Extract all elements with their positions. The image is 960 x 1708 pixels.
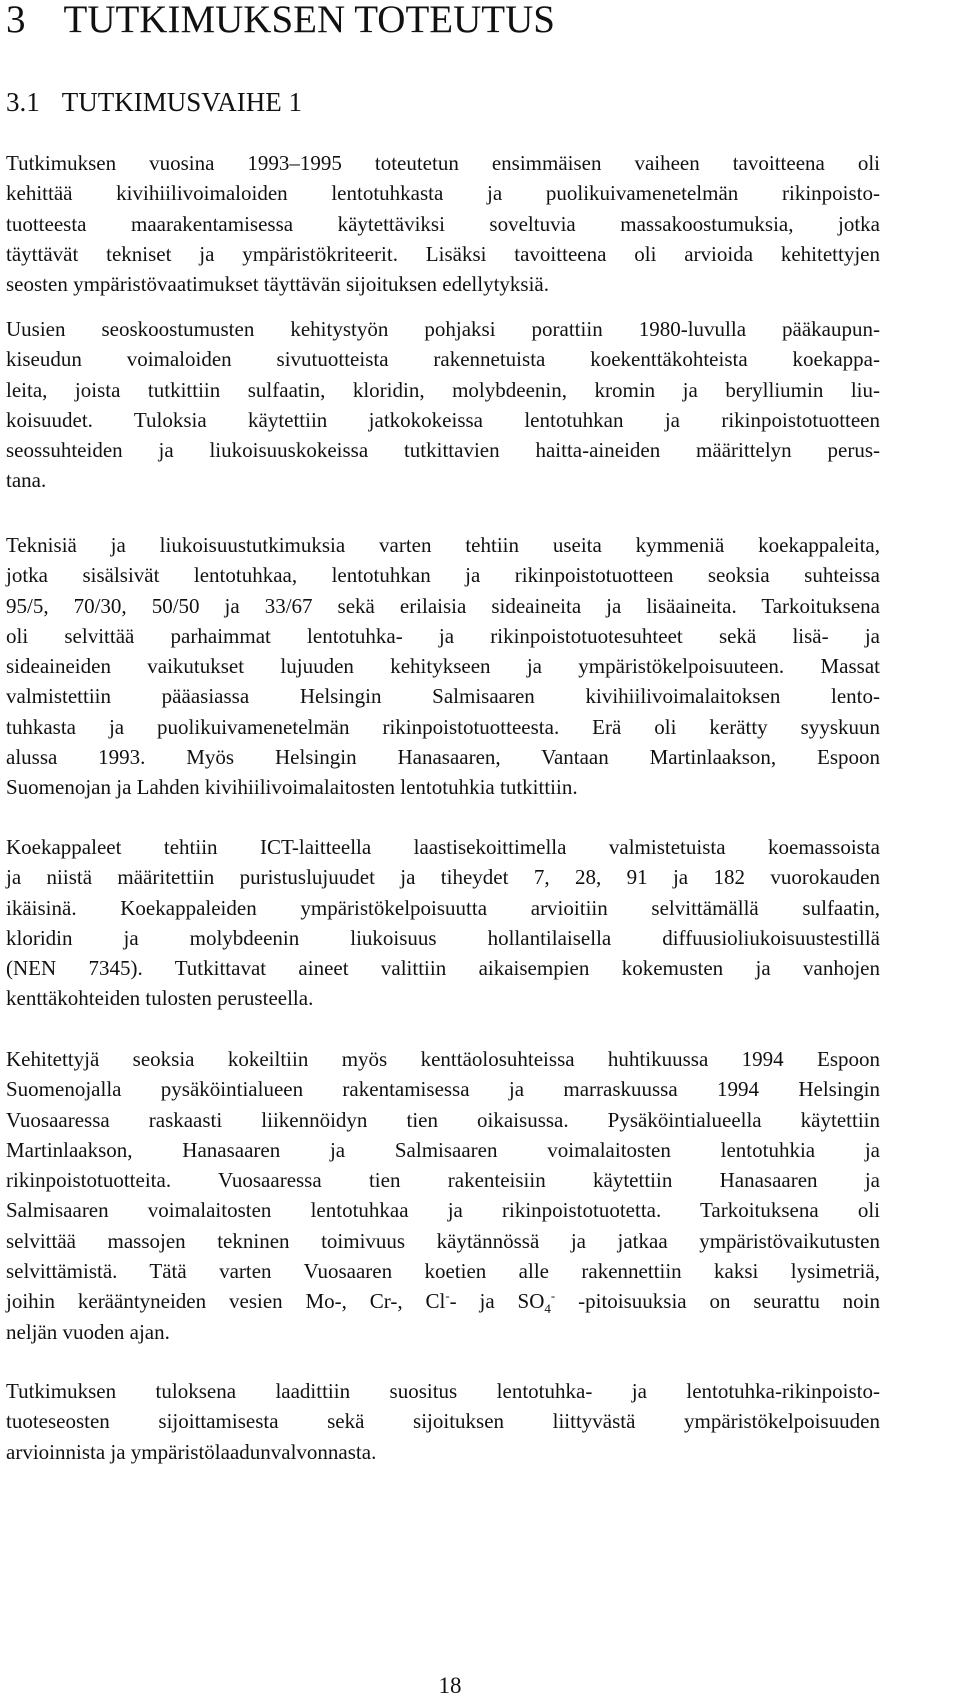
text-line: seosten ympäristövaatimukset täyttävän sijoituksen edellytyksiä. — [6, 272, 549, 297]
formula-text: joihin kerääntyneiden vesien Mo-, Cr-, Cl — [6, 1289, 446, 1314]
text-line: tuoteseosten sijoittamisesta sekä sijoituksen liittyvästä ympäristökelpoisuuden — [6, 1409, 880, 1434]
text-line: täyttävät tekniset ja ympäristökriteerit. Lisäksi tavoitteena oli arvioida kehitettyjen — [6, 241, 880, 266]
text-line: Tutkimuksen tuloksena laadittiin suositus lentotuhka- ja lentotuhka-rikinpoisto- — [6, 1379, 880, 1403]
text-line: Vuosaaressa raskaasti liikennöidyn tien oikaisussa. Pysäköintialueella käytettiin — [6, 1107, 880, 1132]
section-heading — [6, 86, 302, 118]
chapter-number: 3 — [6, 0, 26, 41]
section-title: TUTKIMUSVAIHE 1 — [61, 87, 302, 117]
text-line: (NEN 7345). Tutkittavat aineet valittiin aikaisempien kokemusten ja vanhojen — [6, 956, 880, 981]
page-number: 18 — [438, 1673, 462, 1698]
text-line: ja niistä määritettiin puristuslujuudet ja tiheydet 7, 28, 91 ja 182 vuorokauden — [6, 865, 880, 890]
text-line: leita, joista tutkittiin sulfaatin, kloridin, molybdeenin, kromin ja berylliumin liu- — [6, 377, 880, 402]
chapter-title: TUTKIMUKSEN TOTEUTUS — [63, 0, 555, 41]
chapter-heading — [6, 0, 555, 40]
text-line: selvittämistä. Tätä varten Vuosaaren koetien alle rakennettiin kaksi lysimetriä, — [6, 1259, 880, 1284]
paragraph-6 — [6, 1376, 880, 1467]
superscript-minus: - — [445, 1288, 450, 1304]
paragraph-1 — [6, 148, 880, 299]
text-line: valmistettiin pääasiassa Helsingin Salmisaaren kivihiilivoimalaitoksen lento- — [6, 684, 880, 709]
formula-text: -pitoisuuksia on seurattu noin — [555, 1289, 881, 1314]
section-number: 3.1 — [6, 87, 40, 117]
text-line: tuotteesta maarakentamisessa käytettäviksi soveltuvia massakoostumuksia, jotka — [6, 211, 880, 236]
text-line: 95/5, 70/30, 50/50 ja 33/67 sekä erilaisia sideaineita ja lisäaineita. Tarkoituksena — [6, 593, 880, 618]
text-line: Salmisaaren voimalaitosten lentotuhkaa ja rikinpoistotuotetta. Tarkoituksena oli — [6, 1198, 880, 1223]
text-line: alussa 1993. Myös Helsingin Hanasaaren, Vantaan Martinlaakson, Espoon — [6, 745, 880, 770]
superscript-minus: - — [550, 1288, 556, 1304]
text-line: Uusien seoskoostumusten kehitystyön pohjaksi porattiin 1980-luvulla pääkaupun- — [6, 317, 880, 341]
text-line: oli selvittää parhaimmat lentotuhka- ja rikinpoistotuotesuhteet sekä lisä- ja — [6, 623, 880, 648]
formula-text: - ja SO — [449, 1289, 545, 1314]
text-line: Tutkimuksen vuosina 1993–1995 toteutetun ensimmäisen vaiheen tavoitteena oli — [6, 151, 880, 175]
text-line: selvittää massojen tekninen toimivuus käytännössä ja jatkaa ympäristövaikutusten — [6, 1228, 880, 1253]
paragraph-3 — [6, 530, 880, 803]
text-line: Martinlaakson, Hanasaaren ja Salmisaaren voimalaitosten lentotuhkia ja — [6, 1137, 880, 1162]
text-line: sideaineiden vaikutukset lujuuden kehitykseen ja ympäristökelpoisuuteen. Massat — [6, 654, 880, 679]
text-line: arvioinnista ja ympäristölaadunvalvonnasta. — [6, 1439, 377, 1464]
text-line: Teknisiä ja liukoisuustutkimuksia varten tehtiin useita kymmeniä koekappaleita, — [6, 533, 880, 557]
text-line: Koekappaleet tehtiin ICT-laitteella laastisekoittimella valmistetuista koemassoista — [6, 835, 880, 859]
text-line: Suomenojalla pysäköintialueen rakentamisessa ja marraskuussa 1994 Helsingin — [6, 1077, 880, 1102]
text-line: jotka sisälsivät lentotuhkaa, lentotuhkan ja rikinpoistotuotteen seoksia suhteissa — [6, 563, 880, 588]
paragraph-2 — [6, 314, 880, 496]
text-line: rikinpoistotuotteita. Vuosaaressa tien rakenteisiin käytettiin Hanasaaren ja — [6, 1168, 880, 1193]
text-line: kehittää kivihiilivoimaloiden lentotuhkasta ja puolikuivamenetelmän rikinpoisto- — [6, 181, 880, 206]
chemical-formula-line — [6, 1286, 880, 1316]
text-line: tana. — [6, 468, 47, 493]
subscript-four: 4 — [544, 1301, 551, 1317]
text-line: kloridin ja molybdeenin liukoisuus hollantilaisella diffuusioliukoisuustestillä — [6, 925, 880, 950]
text-line: kenttäkohteiden tulosten perusteella. — [6, 986, 314, 1011]
text-line: tuhkasta ja puolikuivamenetelmän rikinpoistotuotteesta. Erä oli kerätty syyskuun — [6, 714, 880, 739]
text-line: Suomenojan ja Lahden kivihiilivoimalaitosten lentotuhkia tutkittiin. — [6, 775, 578, 800]
paragraph-5 — [6, 1044, 880, 1347]
text-line: Kehitettyjä seoksia kokeiltiin myös kenttäolosuhteissa huhtikuussa 1994 Espoon — [6, 1047, 880, 1071]
text-line: ikäisinä. Koekappaleiden ympäristökelpoisuutta arvioitiin selvittämällä sulfaatin, — [6, 895, 880, 920]
text-line: neljän vuoden ajan. — [6, 1319, 170, 1344]
text-line: koisuudet. Tuloksia käytettiin jatkokokeissa lentotuhkan ja rikinpoistotuotteen — [6, 407, 880, 432]
text-line: seossuhteiden ja liukoisuuskokeissa tutkittavien haitta-aineiden määrittelyn perus- — [6, 438, 880, 463]
paragraph-4 — [6, 832, 880, 1014]
text-line: kiseudun voimaloiden sivutuotteista rakennetuista koekenttäkohteista koekappa- — [6, 347, 880, 372]
